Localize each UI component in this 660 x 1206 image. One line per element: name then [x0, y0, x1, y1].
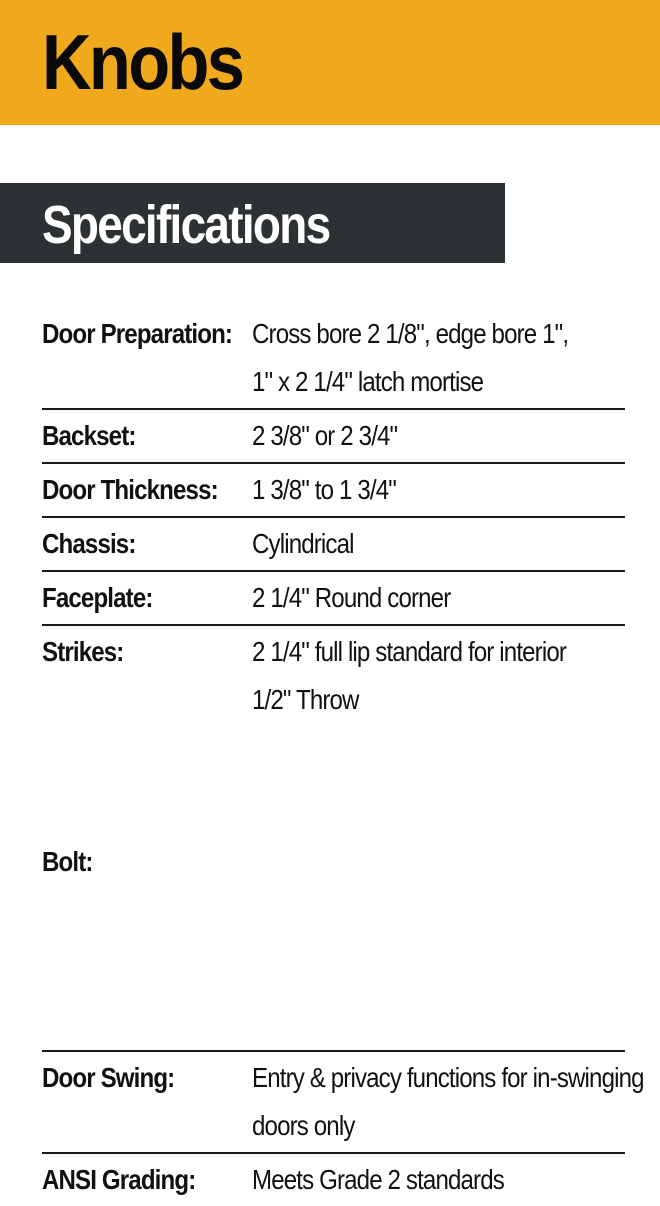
section-title: Specifications: [42, 195, 330, 255]
spec-label: Backset:: [42, 420, 136, 451]
spec-value-line: 1" x 2 1/4" latch mortise: [252, 366, 484, 397]
spec-label: Faceplate:: [42, 582, 153, 613]
spec-row-door-swing: [42, 1052, 644, 1154]
spec-label: ANSI Grading:: [42, 1164, 196, 1195]
spec-value-line: doors only: [252, 1110, 355, 1141]
spec-value-line: 2 1/4" full lip standard for interior: [252, 636, 567, 667]
spec-value: 1 3/8" to 1 3/4": [252, 474, 396, 505]
spec-row-strikes-bolt: [42, 626, 625, 1052]
spec-value: 2 3/8" or 2 3/4": [252, 420, 398, 451]
spec-value: Meets Grade 2 standards: [252, 1164, 504, 1195]
spec-label: Door Swing:: [42, 1062, 175, 1093]
spec-label: Strikes:: [42, 636, 124, 667]
spec-label: Door Thickness:: [42, 474, 218, 505]
spec-value: [252, 310, 573, 406]
spec-value: Cylindrical: [252, 528, 354, 559]
section-banner: [0, 183, 505, 263]
spec-label: Door Preparation:: [42, 318, 233, 349]
spec-value-line: Entry & privacy functions for in-swinging: [252, 1062, 644, 1093]
spec-row-door-thickness: [42, 464, 625, 518]
spec-value-line: 1/2" Throw: [252, 684, 359, 715]
spec-row-backset: [42, 410, 625, 464]
spec-row-faceplate: [42, 572, 625, 626]
spec-value: [252, 1054, 644, 1150]
title-banner: [0, 0, 660, 125]
spec-value: [252, 628, 573, 1048]
spec-row-ansi-grading: [42, 1154, 625, 1206]
spec-row-door-preparation: [42, 308, 625, 410]
spec-table: [42, 308, 644, 1206]
spec-label: Bolt:: [42, 846, 93, 877]
spec-label: Chassis:: [42, 528, 136, 559]
spec-value-line: Cross bore 2 1/8", edge bore 1",: [252, 318, 569, 349]
spec-row-chassis: [42, 518, 625, 572]
spec-label-stack: [42, 628, 252, 1048]
spec-value: 2 1/4" Round corner: [252, 582, 451, 613]
page-title: Knobs: [42, 18, 243, 106]
